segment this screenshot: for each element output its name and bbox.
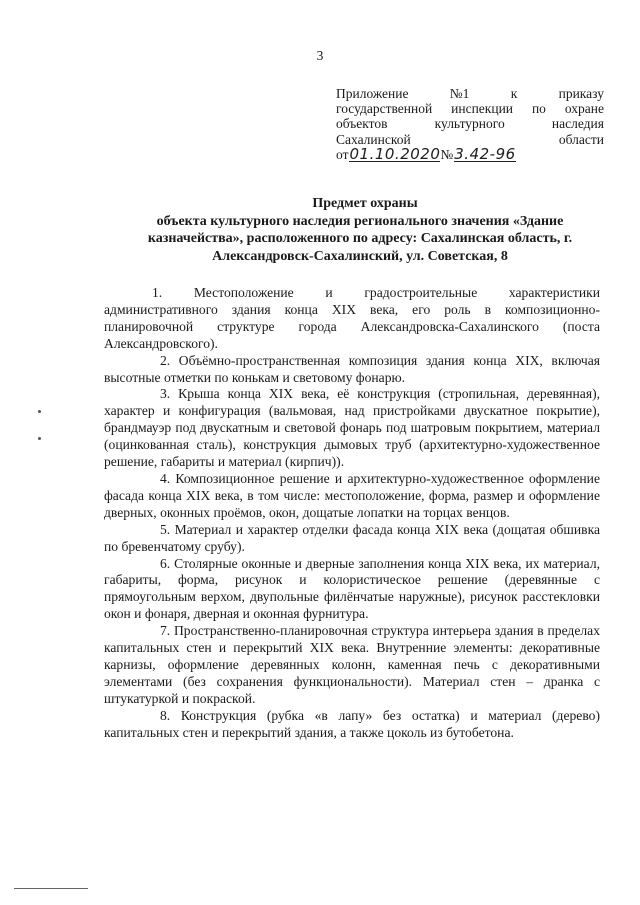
document-title <box>100 195 620 265</box>
annex-word: наследия <box>551 116 604 132</box>
title-line-4: Александровск-Сахалинский, ул. Советская, 8 <box>212 248 508 264</box>
paragraph-2: 2. Объёмно-пространственная композиция здания конца XIX, включая высотные отметки по конькам и световому фонарю. <box>104 352 600 385</box>
annex-word: по <box>531 101 546 117</box>
annex-word: к <box>510 86 518 101</box>
page-number: 3 <box>316 48 324 63</box>
footer-rule <box>14 888 88 889</box>
margin-mark <box>38 410 41 413</box>
order-date-number <box>336 144 604 163</box>
annex-word: инспекции <box>451 101 514 117</box>
margin-mark <box>38 437 41 440</box>
handwritten-date: 01.10.2020 <box>349 144 441 163</box>
annex-header <box>336 86 604 162</box>
paragraph-1: 1. Местоположение и градостроительные характеристики административного здания конца XIX века, его роль в композиционно-планировочной структуре города Александровска-Сахалинского (поста Александровского). <box>104 285 600 351</box>
annex-word: государственной <box>336 101 433 117</box>
paragraph-6: 6. Столярные оконные и дверные заполнения конца XIX века, их материал, габариты, форма, рисунок и колористическое решение (деревянные с прямоугольным верхом, двупольные филёнчатые наружные), рисунок расстекловки окон и фонаря, дверная и оконная фурнитура. <box>104 555 600 622</box>
annex-word: культурного <box>434 116 505 132</box>
annex-word: Приложение <box>336 86 409 101</box>
annex-line-1 <box>336 86 604 101</box>
document-body <box>104 285 600 741</box>
handwritten-number: 3.42-96 <box>454 144 516 163</box>
annex-word: области <box>558 131 604 147</box>
paragraph-5: 5. Материал и характер отделки фасада конца XIX века (дощатая обшивка по бревенчатому срубу). <box>104 521 600 554</box>
annex-word: приказу <box>558 86 604 101</box>
annex-line-2 <box>336 101 604 116</box>
annex-word: Сахалинской <box>336 131 411 147</box>
order-number-label: № <box>440 146 454 162</box>
annex-word: охране <box>564 101 604 117</box>
paragraph-7: 7. Пространственно-планировочная структура интерьера здания в пределах капитальных стен и перекрытий XIX века. Внутренние элементы: декоративные карнизы, оформление деревянных колонн, каменная печь с декоративными элементами (без сохранения функциональности). Материал стен – дранка с штукатуркой и покраской. <box>104 623 600 706</box>
annex-word: №1 <box>449 86 470 101</box>
title-line-3: казначейства», расположенного по адресу: Сахалинская область, г. <box>147 231 573 246</box>
title-line-2: объекта культурного наследия регионального значения «Здание <box>156 213 564 229</box>
paragraph-3: 3. Крыша конца XIX века, её конструкция (стропильная, деревянная), характер и конфигурация (вальмовая, над пристройками двускатное покрытие), брандмауэр под двускатным и световой фонарь под шатровым покрытием, материал (оцинкованная сталь), конструкция дымовых труб (архитектурно-художественное решение, габариты и материал (кирпич)). <box>104 386 600 470</box>
annex-word: объектов <box>336 116 388 132</box>
title-line-1: Предмет охраны <box>312 196 418 211</box>
paragraph-4: 4. Композиционное решение и архитектурно-художественное оформление фасада конца XIX века, в том числе: местоположение, форма, размер и оформление дверных, оконных проёмов, окон, дощатые лопатки на торцах венцов. <box>104 470 600 520</box>
paragraph-8: 8. Конструкция (рубка «в лапу» без остатка) и материал (дерево) капитальных стен и перекрытий здания, а также цоколь из бутобетона. <box>104 707 600 740</box>
order-from-label: от <box>336 146 349 162</box>
annex-line-3 <box>336 116 604 131</box>
